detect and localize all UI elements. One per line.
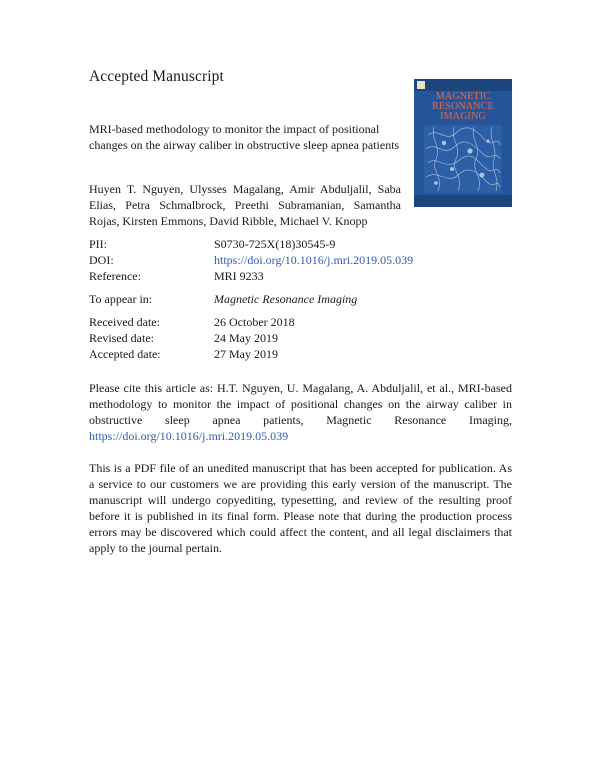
citation-doi-link[interactable]: https://doi.org/10.1016/j.mri.2019.05.039 xyxy=(89,429,289,443)
article-title: MRI-based methodology to monitor the impact of positional changes on the airway caliber in obstructive sleep apnea patients xyxy=(89,122,400,152)
accepted-label: Accepted date: xyxy=(89,347,161,361)
publisher-logo-icon xyxy=(417,81,425,89)
cover-top-bar xyxy=(414,79,512,91)
revised-label: Revised date: xyxy=(89,331,154,345)
journal-name: Magnetic Resonance Imaging xyxy=(214,292,358,306)
pii-label: PII: xyxy=(89,237,107,251)
citation-paragraph xyxy=(89,380,512,444)
reference-label: Reference: xyxy=(89,269,141,283)
appear-label: To appear in: xyxy=(89,292,153,306)
cover-title-line: RESONANCE xyxy=(432,101,494,112)
received-label: Received date: xyxy=(89,315,160,329)
cover-artwork-icon xyxy=(424,125,502,193)
cover-title-line: IMAGING xyxy=(440,111,486,122)
doi-link[interactable]: https://doi.org/10.1016/j.mri.2019.05.039 xyxy=(214,253,414,267)
received-value: 26 October 2018 xyxy=(214,315,295,329)
reference-value: MRI 9233 xyxy=(214,269,264,283)
page-heading: Accepted Manuscript xyxy=(89,68,224,85)
manuscript-notice: This is a PDF file of an unedited manuscript that has been accepted for publication. As a service to our customers we are providing this early version of the manuscript. The manuscript will undergo copyediting, typesetting, and review of the resulting proof before it is published in its final form. Please note that during the production process errors may be discovered which could affect the content, and all legal disclaimers that apply to the journal pertain. xyxy=(89,461,512,555)
cover-bottom-bar xyxy=(414,195,512,207)
cover-title-line: MAGNETIC xyxy=(435,91,491,102)
revised-value: 24 May 2019 xyxy=(214,331,278,345)
pii-value: S0730-725X(18)30545-9 xyxy=(214,237,336,251)
journal-cover xyxy=(414,79,512,207)
article-authors: Huyen T. Nguyen, Ulysses Magalang, Amir Abduljalil, Saba Elias, Petra Schmalbrock, Preethi Subramanian, Samantha Rojas, Kirsten Emmons, David Ribble, Michael V. Knopp xyxy=(89,182,401,228)
accepted-value: 27 May 2019 xyxy=(214,347,278,361)
cover-title xyxy=(414,92,512,122)
citation-text: Please cite this article as: H.T. Nguyen, U. Magalang, A. Abduljalil, et al., MRI-based methodology to monitor the impact of positional changes on the airway caliber in obstructive sleep apnea patients, Magnetic Resonance Imaging, xyxy=(89,381,512,427)
doi-label: DOI: xyxy=(89,253,114,267)
